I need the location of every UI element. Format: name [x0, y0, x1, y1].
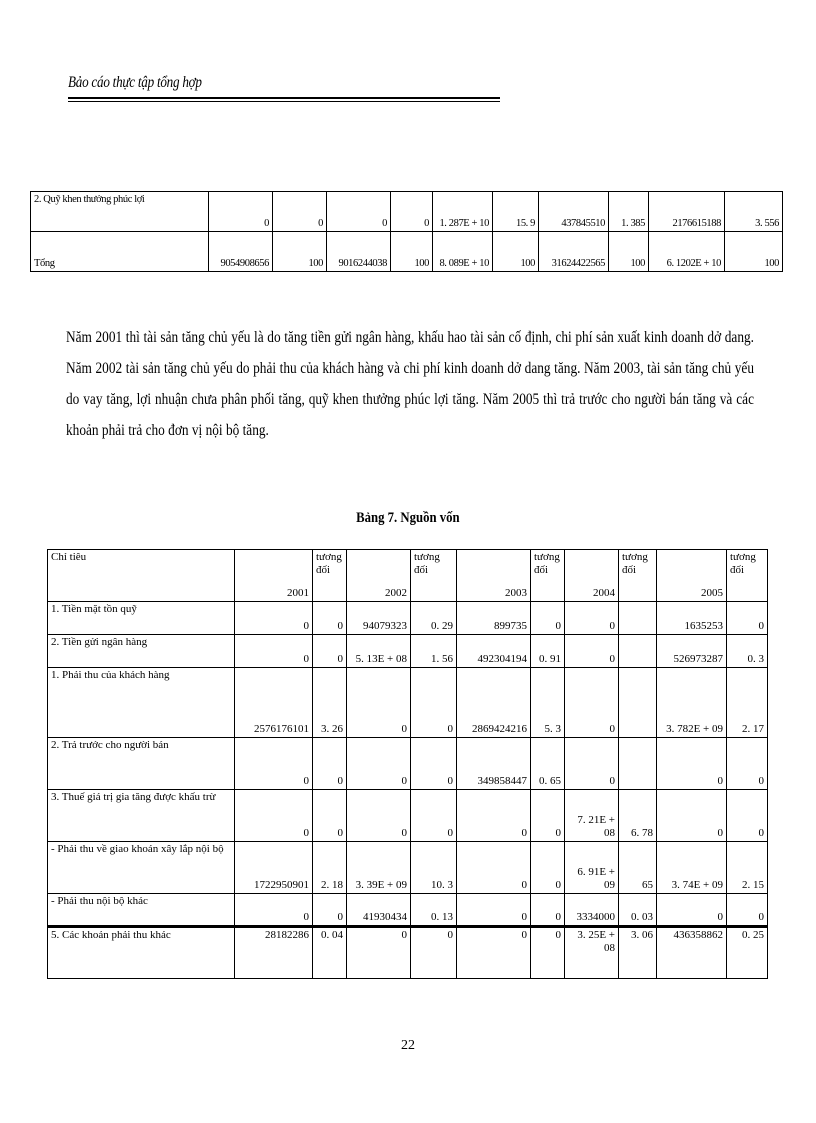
table-cell: 0: [347, 668, 411, 738]
table-cell: 65: [619, 842, 657, 894]
table-cell: 0: [657, 894, 727, 927]
table-cell: 2. 15: [727, 842, 768, 894]
table-cell: 1. 287E + 10: [433, 192, 493, 232]
table-caption: [0, 510, 816, 527]
table-cell: 9016244038: [327, 232, 391, 272]
table-cell: 0: [531, 894, 565, 927]
column-header: tương đối: [619, 550, 657, 602]
table-cell: 6. 91E + 09: [565, 842, 619, 894]
table-cell: 0: [347, 927, 411, 979]
column-header: 2005: [657, 550, 727, 602]
table-cell: 0: [531, 842, 565, 894]
column-header: 2002: [347, 550, 411, 602]
table-cell: 0: [327, 192, 391, 232]
table-cell: 0: [565, 635, 619, 668]
column-header: tương đối: [531, 550, 565, 602]
table-cell: 0: [531, 790, 565, 842]
table-cell: 0: [657, 738, 727, 790]
table-cell: 0: [457, 790, 531, 842]
table-cell: 0: [657, 790, 727, 842]
table-cell: 1. 385: [609, 192, 649, 232]
column-header: 2004: [565, 550, 619, 602]
table-cell: 2576176101: [235, 668, 313, 738]
table-cell: 0: [565, 602, 619, 635]
table-cell: 0. 65: [531, 738, 565, 790]
table-cell: 2. 17: [727, 668, 768, 738]
header-label: Chỉ tiêu: [48, 550, 235, 602]
table-cell: 3. 26: [313, 668, 347, 738]
row-label: 5. Các khoản phải thu khác: [48, 927, 235, 979]
table-cell: 1722950901: [235, 842, 313, 894]
table-cell: 2176615188: [649, 192, 725, 232]
table-cell: 0: [565, 738, 619, 790]
row-label: 2. Quỹ khen thưởng phúc lợi: [31, 192, 209, 232]
table-cell: 3. 74E + 09: [657, 842, 727, 894]
body-paragraph: Năm 2001 thì tài sản tăng chủ yếu là do tăng tiền gửi ngân hàng, khấu hao tài sản cố định, chi phí sản xuất kinh doanh dở dang. Năm 2002 tài sản tăng chủ yếu do phải thu của khách hàng và chi phí kinh doanh dở dang tăng. Năm 2003, tài sản tăng chủ yếu do vay tăng, lợi nhuận chưa phân phối tăng, quỹ khen thưởng phúc lợi tăng. Năm 2005 thì trả trước cho người bán tăng và các khoản phải trả cho đơn vị nội bộ tăng.: [66, 329, 754, 439]
table-cell: [619, 668, 657, 738]
table-cell: 28182286: [235, 927, 313, 979]
column-header: 2003: [457, 550, 531, 602]
table-row: [48, 894, 768, 927]
table-cell: 0. 03: [619, 894, 657, 927]
table-cell: 100: [725, 232, 783, 272]
table-row: [48, 738, 768, 790]
table-cell: 0: [457, 894, 531, 927]
row-label: 3. Thuế giá trị gia tăng được khấu trừ: [48, 790, 235, 842]
table-cell: 0: [727, 790, 768, 842]
table-cell: 0: [411, 927, 457, 979]
table-cell: 3334000: [565, 894, 619, 927]
table-cell: 0: [313, 894, 347, 927]
row-label: - Phải thu nội bộ khác: [48, 894, 235, 927]
table-cell: 0: [457, 927, 531, 979]
table-cell: 0: [727, 602, 768, 635]
row-label: 1. Phải thu của khách hàng: [48, 668, 235, 738]
table-cell: 100: [391, 232, 433, 272]
page-number: 22: [401, 1038, 415, 1053]
table-cell: 1635253: [657, 602, 727, 635]
table-cell: 15. 9: [493, 192, 539, 232]
table-cell: 0: [313, 738, 347, 790]
table-cell: 5. 3: [531, 668, 565, 738]
table-cell: 0. 04: [313, 927, 347, 979]
table-cell: 7. 21E + 08: [565, 790, 619, 842]
table-cell: 0: [235, 790, 313, 842]
table-cell: 0: [565, 668, 619, 738]
table-cell: 0: [209, 192, 273, 232]
table-cell: [619, 635, 657, 668]
table-cell: 100: [609, 232, 649, 272]
column-header: 2001: [235, 550, 313, 602]
table-cell: 3. 06: [619, 927, 657, 979]
table-cell: 0: [411, 668, 457, 738]
table-cell: 0: [727, 894, 768, 927]
table-cell: 0: [273, 192, 327, 232]
table-cell: 0. 13: [411, 894, 457, 927]
table-cell: 0: [313, 790, 347, 842]
table-cell: [619, 602, 657, 635]
table-cell: 41930434: [347, 894, 411, 927]
table-cell: 0: [391, 192, 433, 232]
table-cell: 2. 18: [313, 842, 347, 894]
table-row: [31, 192, 783, 232]
table-cell: 437845510: [539, 192, 609, 232]
table-cell: 0: [313, 602, 347, 635]
table-cell: 0: [235, 635, 313, 668]
table-cell: 6. 78: [619, 790, 657, 842]
table-caption-text: Bảng 7. Nguồn vốn: [356, 510, 460, 526]
table-cell: 3. 782E + 09: [657, 668, 727, 738]
table-cell: 1. 56: [411, 635, 457, 668]
table-cell: 526973287: [657, 635, 727, 668]
table-cell: 0: [411, 738, 457, 790]
table-cell: 2869424216: [457, 668, 531, 738]
table-cell: 0: [235, 894, 313, 927]
table-cell: 9054908656: [209, 232, 273, 272]
sources-table: [47, 549, 768, 979]
table-cell: 0. 29: [411, 602, 457, 635]
table-cell: [619, 738, 657, 790]
table-row: [48, 790, 768, 842]
column-header: tương đối: [727, 550, 768, 602]
table-cell: 0. 91: [531, 635, 565, 668]
row-label: 1. Tiền mặt tồn quỹ: [48, 602, 235, 635]
table-cell: 436358862: [657, 927, 727, 979]
table-cell: 94079323: [347, 602, 411, 635]
table-row: [48, 635, 768, 668]
table-cell: 492304194: [457, 635, 531, 668]
table-row: [48, 602, 768, 635]
row-label: - Phải thu về giao khoán xây lắp nội bộ: [48, 842, 235, 894]
table-cell: 6. 1202E + 10: [649, 232, 725, 272]
column-header: tương đối: [411, 550, 457, 602]
table-cell: 0: [235, 602, 313, 635]
header-rule: [68, 97, 500, 99]
table-cell: 8. 089E + 10: [433, 232, 493, 272]
table-cell: 349858447: [457, 738, 531, 790]
table-cell: 10. 3: [411, 842, 457, 894]
document-header: Bảo cáo thực tập tổng hợp: [68, 74, 202, 91]
table-cell: 0: [347, 738, 411, 790]
column-header: tương đối: [313, 550, 347, 602]
table-cell: 0: [347, 790, 411, 842]
table-cell: 31624422565: [539, 232, 609, 272]
table-cell: 0: [531, 602, 565, 635]
header-rule-thin: [68, 101, 500, 102]
table-cell: 0. 25: [727, 927, 768, 979]
table-cell: 0: [727, 738, 768, 790]
table-cell: 0: [457, 842, 531, 894]
table-row: [48, 668, 768, 738]
row-label: 2. Tiền gửi ngân hàng: [48, 635, 235, 668]
table-cell: 100: [273, 232, 327, 272]
table-cell: 3. 25E + 08: [565, 927, 619, 979]
row-label: 2. Trả trước cho người bán: [48, 738, 235, 790]
table-row: [31, 232, 783, 272]
table-row: [48, 927, 768, 979]
table-cell: 5. 13E + 08: [347, 635, 411, 668]
table-cell: 3. 556: [725, 192, 783, 232]
table-cell: 0. 3: [727, 635, 768, 668]
top-table: [30, 191, 783, 272]
table-cell: 3. 39E + 09: [347, 842, 411, 894]
table-cell: 0: [531, 927, 565, 979]
header-row: [48, 550, 768, 602]
row-label: Tổng: [31, 232, 209, 272]
table-cell: 0: [313, 635, 347, 668]
table-cell: 0: [235, 738, 313, 790]
table-row: [48, 842, 768, 894]
table-cell: 899735: [457, 602, 531, 635]
table-cell: 100: [493, 232, 539, 272]
table-cell: 0: [411, 790, 457, 842]
